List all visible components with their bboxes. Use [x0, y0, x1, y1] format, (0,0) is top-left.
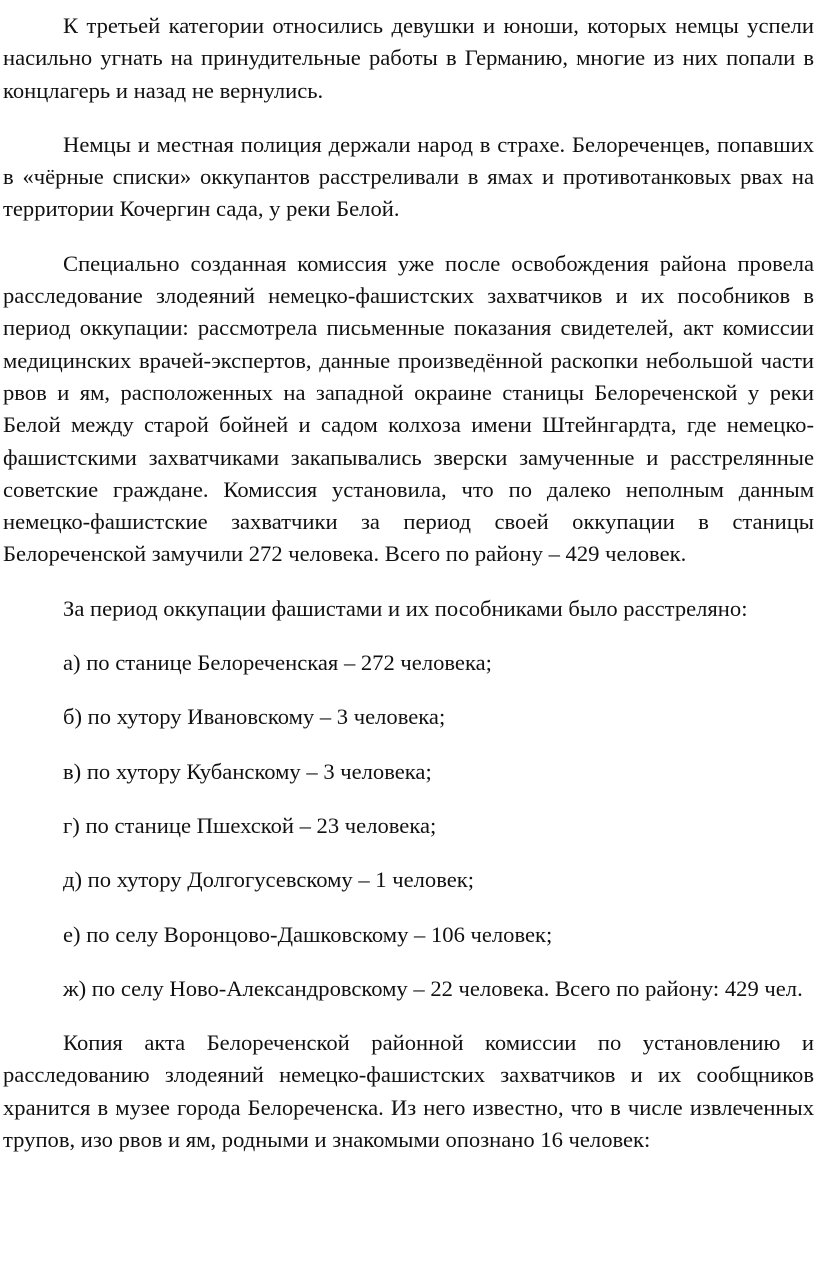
list-item-novo-aleksandrovsky: ж) по селу Ново-Александровскому – 22 человека. Всего по району: 429 чел. [63, 975, 803, 1001]
paragraph-shot-intro: За период оккупации фашистами и их пособниками было расстреляно: [63, 595, 748, 621]
paragraph-act-copy: Копия акта Белореченской районной комиссии по установлению и расследованию злодеяний немецко-фашистских захватчиков и их сообщников хранится в музее города Белореченска. Из него известно, что в числе извлеченных трупов, изо рвов и ям, родными и знакомыми опознано 16 человек: [3, 1030, 814, 1153]
paragraph-third-category: К третьей категории относились девушки и юноши, которых немцы успели насильно угнать на принудительные работы в Германию, многие из них попали в концлагерь и назад не вернулись. [3, 13, 814, 103]
list-item-ivanovsky: б) по хутору Ивановскому – 3 человека; [63, 704, 446, 730]
list-item-belorechenskaya: а) по станице Белореченская – 272 человека; [63, 650, 492, 676]
paragraph-police-fear: Немцы и местная полиция держали народ в страхе. Белореченцев, попавших в «чёрные списки» оккупантов расстреливали в ямах и противотанковых рвах на территории Кочергин сада, у реки Белой. [3, 131, 814, 222]
list-item-pshekhskaya: г) по станице Пшехской – 23 человека; [63, 812, 437, 838]
list-item-vorontsovo-dashkovsky: е) по селу Воронцово-Дашковскому – 106 человек; [63, 921, 553, 947]
paragraph-commission-investigation: Специально созданная комиссия уже после освобождения района провела расследование злодеяний немецко-фашистских захватчиков и их пособников в период оккупации: рассмотрела письменные показания свидетелей, акт комиссии медицинских врачей-экспертов, данные произведённой раскопки небольшой части рвов и ям, расположенных на западной окраине станицы Белореченской у реки Белой между старой бойней и садом колхоза имени Штейнгардта, где немецко-фашистскими захватчиками закапывались зверски замученные и расстрелянные советские граждане. Комиссия установила, что по далеко неполным данным немецко-фашистские захватчики за период своей оккупации в станицы Белореченской замучили 272 человека. Всего по району – 429 человек. [3, 250, 814, 567]
list-item-dolgogusevsky: д) по хутору Долгогусевскому – 1 человек; [63, 867, 475, 893]
list-item-kubansky: в) по хутору Кубанскому – 3 человека; [63, 758, 432, 784]
